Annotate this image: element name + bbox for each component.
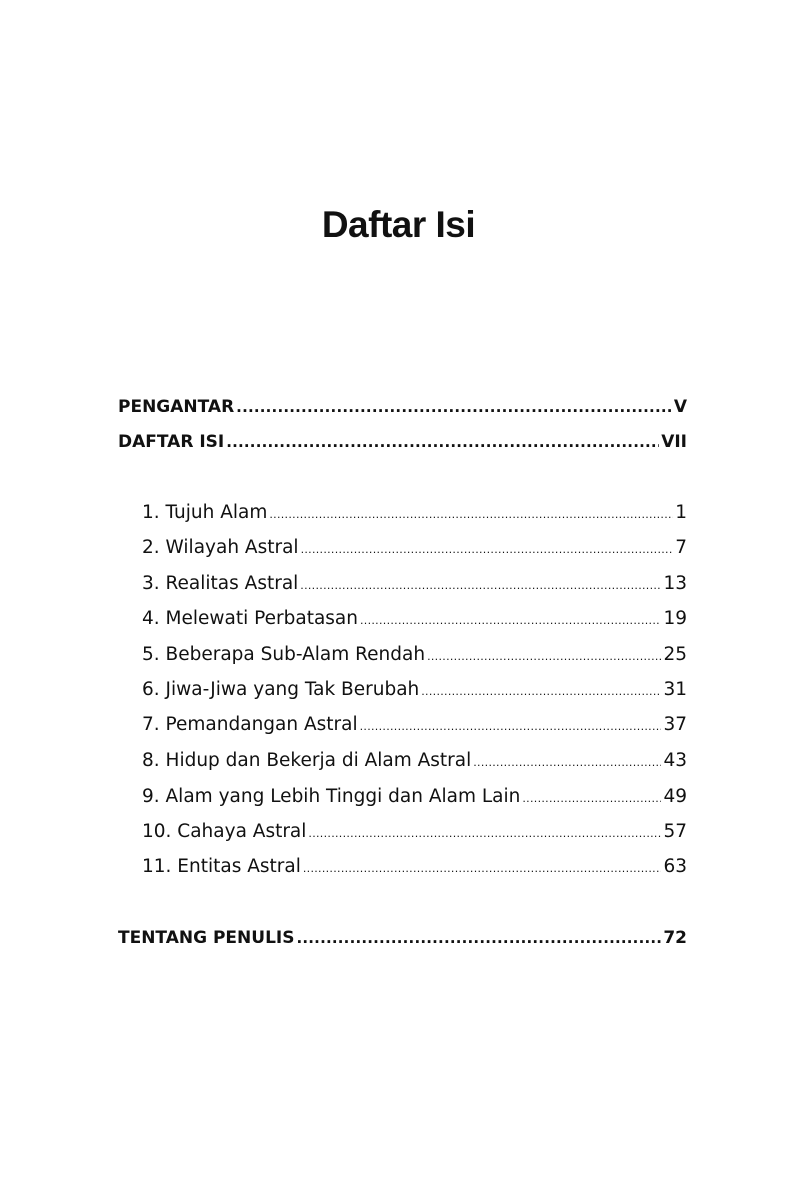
toc-entry-chapter-2[interactable]	[142, 535, 687, 561]
toc-entry-daftar-isi[interactable]	[118, 429, 687, 455]
toc-entry-chapter-8[interactable]	[142, 748, 687, 774]
dot-leader	[296, 925, 661, 951]
dot-leader	[360, 714, 662, 738]
dot-leader	[308, 821, 661, 845]
toc-entry-page: V	[673, 397, 687, 417]
dot-leader	[473, 750, 661, 774]
toc-entry-label: 11. Entitas Astral	[142, 856, 301, 877]
toc-entry-chapter-5[interactable]	[142, 642, 687, 668]
dot-leader	[269, 502, 673, 526]
toc-entry-chapter-7[interactable]	[142, 712, 687, 738]
dot-leader	[360, 608, 661, 632]
dot-leader	[427, 644, 661, 668]
toc-entry-page: 72	[663, 928, 687, 948]
toc-entry-label: PENGANTAR	[118, 397, 235, 417]
toc-entry-label: 7. Pemandangan Astral	[142, 714, 358, 735]
dot-leader	[421, 679, 661, 703]
toc-entry-page: 63	[663, 856, 687, 877]
toc-entry-label: 5. Beberapa Sub-Alam Rendah	[142, 644, 426, 665]
toc-entry-label: 6. Jiwa-Jiwa yang Tak Berubah	[142, 679, 420, 700]
toc-entry-chapter-6[interactable]	[142, 677, 687, 703]
toc-entry-chapter-4[interactable]	[142, 606, 687, 632]
toc-entry-chapter-9[interactable]	[142, 784, 687, 810]
toc-entry-page: 57	[663, 821, 687, 842]
toc-entry-chapter-1[interactable]	[142, 500, 687, 526]
toc-entry-tentang-penulis[interactable]	[118, 925, 687, 951]
toc-entry-label: 10. Cahaya Astral	[142, 821, 307, 842]
dot-leader	[301, 537, 674, 561]
dot-leader	[300, 573, 661, 597]
toc-entry-label: 2. Wilayah Astral	[142, 537, 299, 558]
toc-entry-page: 1	[675, 502, 687, 523]
toc-entry-page: 37	[663, 714, 687, 735]
toc-entry-page: VII	[661, 432, 687, 452]
dot-leader	[522, 786, 661, 810]
toc-entry-page: 7	[675, 537, 687, 558]
toc-entry-label: TENTANG PENULIS	[118, 928, 295, 948]
toc-entry-page: 19	[663, 608, 687, 629]
toc-entry-page: 13	[663, 573, 687, 594]
toc-entry-chapter-3[interactable]	[142, 571, 687, 597]
toc-entry-page: 43	[663, 750, 687, 771]
toc-entry-page: 25	[663, 644, 687, 665]
dot-leader	[236, 394, 672, 420]
toc-entry-page: 49	[663, 786, 687, 807]
toc-entry-label: 9. Alam yang Lebih Tinggi dan Alam Lain	[142, 786, 521, 807]
toc-entry-label: DAFTAR ISI	[118, 432, 225, 452]
dot-leader	[226, 429, 659, 455]
dot-leader	[303, 856, 662, 880]
toc-entry-label: 1. Tujuh Alam	[142, 502, 268, 523]
toc-entry-label: 8. Hidup dan Bekerja di Alam Astral	[142, 750, 472, 771]
toc-entry-pengantar[interactable]	[118, 394, 687, 420]
toc-entry-chapter-11[interactable]	[142, 854, 687, 880]
toc-entry-chapter-10[interactable]	[142, 819, 687, 845]
toc-entry-page: 31	[663, 679, 687, 700]
toc-entry-label: 4. Melewati Perbatasan	[142, 608, 358, 629]
page-title: Daftar Isi	[321, 204, 476, 245]
toc-entry-label: 3. Realitas Astral	[142, 573, 299, 594]
